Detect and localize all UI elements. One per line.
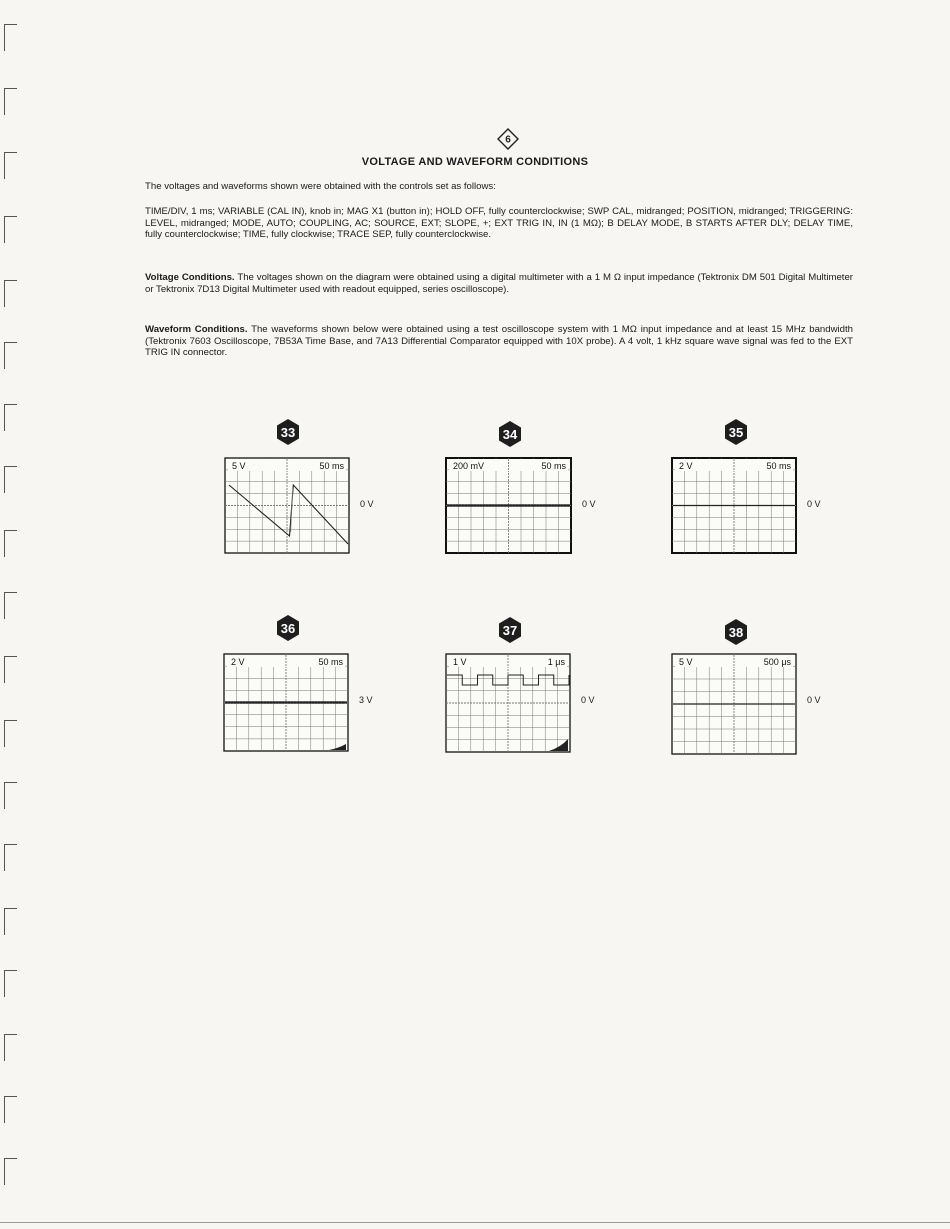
reference-level-label: 0 V — [360, 499, 374, 509]
reference-level-label: 0 V — [581, 695, 595, 705]
oscilloscope-graticule — [671, 653, 797, 755]
binder-hole — [4, 404, 17, 431]
binder-hole — [4, 720, 17, 747]
volts-per-div-label: 5 V — [232, 461, 246, 471]
page-edge-line — [0, 1222, 950, 1223]
waveform-number-badge — [722, 618, 750, 646]
waveform-number-badge — [274, 418, 302, 446]
binder-hole — [4, 592, 17, 619]
waveform-number-badge — [496, 616, 524, 644]
oscilloscope-graticule — [224, 457, 350, 554]
waveform-heading: Waveform Conditions. — [145, 324, 248, 335]
reference-level-label: 0 V — [807, 499, 821, 509]
oscilloscope-graticule — [445, 457, 572, 554]
voltage-paragraph — [145, 272, 853, 295]
volts-per-div-label: 1 V — [453, 657, 467, 667]
binder-hole — [4, 782, 17, 809]
binder-hole — [4, 88, 17, 115]
binder-hole — [4, 280, 17, 307]
waveform-text: The waveforms shown below were obtained using a test oscilloscope system with 1 MΩ input impedance and at least 15 MHz bandwidth (Tektronix 7603 Oscilloscope, 7B53A Time Base, and 7A13 Differential Comparator equipped with 10X probe). A 4 volt, 1 kHz square wave signal was fed to the EXT TRIG IN connector. — [145, 324, 853, 359]
waveform-number: 36 — [280, 621, 296, 636]
waveform-number-badge — [274, 614, 302, 642]
waveform-number: 38 — [728, 625, 744, 640]
waveform-number: 33 — [280, 425, 296, 440]
binder-hole — [4, 342, 17, 369]
time-per-div-label: 50 ms — [766, 461, 791, 471]
oscilloscope-graticule — [445, 653, 571, 753]
waveform-paragraph — [145, 324, 853, 359]
volts-per-div-label: 200 mV — [453, 461, 485, 471]
binder-hole — [4, 1158, 17, 1185]
reference-level-label: 0 V — [582, 499, 596, 509]
binder-hole — [4, 530, 17, 557]
time-per-div-label: 50 ms — [541, 461, 566, 471]
binder-holes — [0, 0, 30, 1229]
time-per-div-label: 1 μs — [547, 657, 565, 667]
time-per-div-label: 50 ms — [319, 461, 344, 471]
waveform-number: 37 — [502, 623, 518, 638]
volts-per-div-label: 2 V — [231, 657, 245, 667]
page-title: VOLTAGE AND WAVEFORM CONDITIONS — [361, 156, 589, 168]
binder-hole — [4, 216, 17, 243]
volts-per-div-label: 5 V — [679, 657, 693, 667]
binder-hole — [4, 466, 17, 493]
binder-hole — [4, 24, 17, 51]
waveform-number-badge — [496, 420, 524, 448]
intro-paragraph: The voltages and waveforms shown were obtained with the controls set as follows: — [145, 181, 496, 192]
voltage-heading: Voltage Conditions. — [145, 272, 235, 283]
waveform-number-badge — [722, 418, 750, 446]
volts-per-div-label: 2 V — [679, 461, 693, 471]
binder-hole — [4, 656, 17, 683]
binder-hole — [4, 970, 17, 997]
section-number: 6 — [505, 134, 511, 146]
waveform-number: 34 — [502, 427, 518, 442]
binder-hole — [4, 908, 17, 935]
binder-hole — [4, 1034, 17, 1061]
waveform-number: 35 — [728, 425, 744, 440]
time-per-div-label: 500 μs — [763, 657, 791, 667]
reference-level-label: 0 V — [807, 695, 821, 705]
binder-hole — [4, 844, 17, 871]
oscilloscope-graticule — [671, 457, 797, 554]
voltage-text: The voltages shown on the diagram were obtained using a digital multimeter with a 1 M Ω input impedance (Tektronix DM 501 Digital Multimeter or Tektronix 7D13 Digital Multimeter used with readout equipped, series oscilloscope). — [145, 272, 853, 295]
binder-hole — [4, 1096, 17, 1123]
time-per-div-label: 50 ms — [318, 657, 343, 667]
oscilloscope-graticule — [223, 653, 349, 752]
controls-paragraph: TIME/DIV, 1 ms; VARIABLE (CAL IN), knob in; MAG X1 (button in); HOLD OFF, fully counterclockwise; SWP CAL, midranged; POSITION, midranged; TRIGGERING: LEVEL, midranged; MODE, AUTO; COUPLING, AC; SOURCE, EXT; SLOPE, +; EXT TRIG IN, IN (1 MΩ); B DELAY MODE, B STARTS AFTER DLY; DELAY TIME, fully counterclockwise; TIME, fully clockwise; TRACE SEP, fully counterclockwise. — [145, 206, 853, 241]
section-marker — [497, 128, 519, 150]
reference-level-label: 3 V — [359, 695, 373, 705]
